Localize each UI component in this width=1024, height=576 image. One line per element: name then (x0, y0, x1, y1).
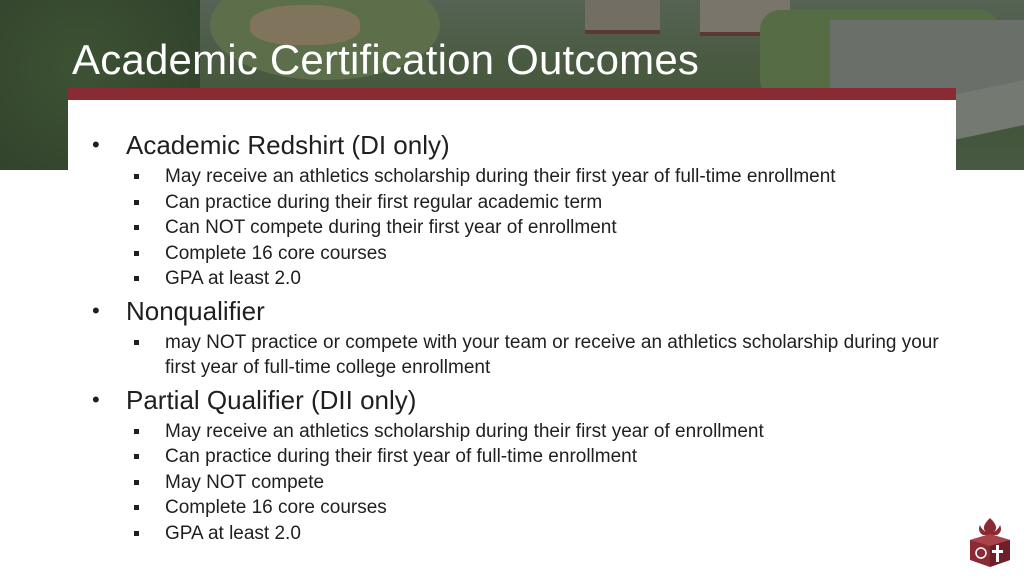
outcome-list (88, 126, 948, 546)
square-bullet (134, 276, 139, 281)
section-heading: Nonqualifier (126, 295, 265, 326)
list-item: GPA at least 2.0 (126, 266, 948, 292)
list-item: Complete 16 core courses (126, 241, 948, 267)
square-bullet (134, 454, 139, 459)
square-bullet (134, 200, 139, 205)
list-item: May receive an athletics scholarship during their first year of full-time enrollment (126, 164, 948, 190)
outcome-section (88, 126, 948, 292)
square-bullet (134, 251, 139, 256)
list-item: Complete 16 core courses (126, 495, 948, 521)
section-items (126, 419, 948, 547)
list-item: May receive an athletics scholarship during their first year of enrollment (126, 419, 948, 445)
square-bullet (134, 480, 139, 485)
section-items (126, 330, 948, 381)
outcome-section (88, 292, 948, 381)
list-item: may NOT practice or compete with your team or receive an athletics scholarship during your first year of full-time college enrollment (126, 330, 948, 381)
outcome-section (88, 381, 948, 547)
slide-title: Academic Certification Outcomes (72, 36, 700, 83)
list-item: Can NOT compete during their first year of enrollment (126, 215, 948, 241)
section-heading: Partial Qualifier (DII only) (126, 384, 417, 415)
square-bullet (134, 174, 139, 179)
square-bullet (134, 429, 139, 434)
list-item: Can practice during their first year of full-time enrollment (126, 444, 948, 470)
square-bullet (134, 340, 139, 345)
list-item: GPA at least 2.0 (126, 521, 948, 547)
school-crest-icon (966, 516, 1014, 568)
bullet: • (92, 386, 100, 412)
accent-bar (68, 88, 956, 100)
square-bullet (134, 531, 139, 536)
bullet: • (92, 297, 100, 323)
list-item: Can practice during their first regular academic term (126, 190, 948, 216)
square-bullet (134, 225, 139, 230)
list-item: May NOT compete (126, 470, 948, 496)
slide-body (88, 126, 948, 546)
square-bullet (134, 505, 139, 510)
section-heading: Academic Redshirt (DI only) (126, 130, 450, 160)
bullet: • (92, 132, 100, 157)
section-items (126, 164, 948, 292)
